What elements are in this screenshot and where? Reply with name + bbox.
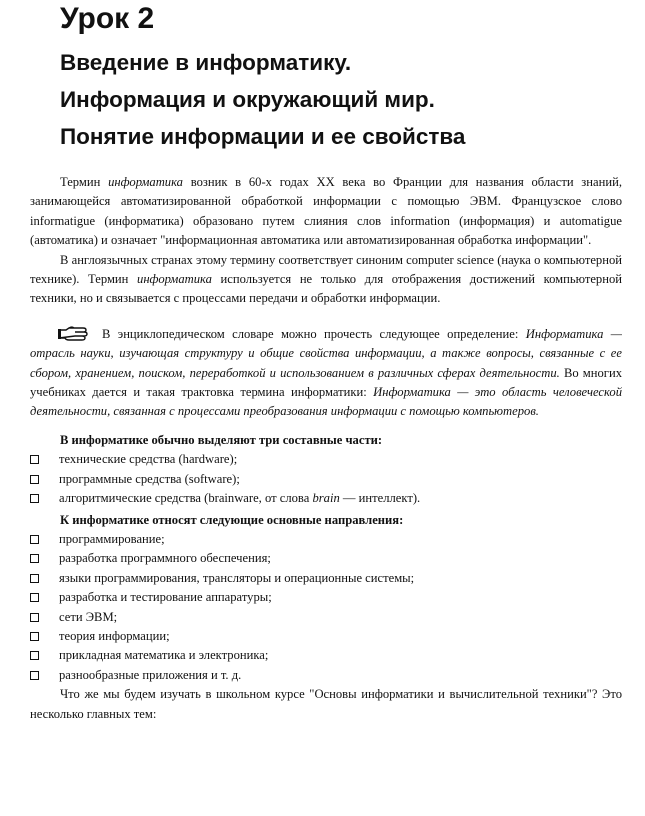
list-item	[30, 569, 622, 588]
list-item	[30, 588, 622, 607]
closing-paragraph: Что же мы будем изучать в школьном курсе "Основы информатики и вычислительной техники"? Это несколько главных тем:	[30, 687, 622, 721]
checkbox-bullet-icon	[30, 554, 39, 563]
subtitle-2: Информация и окружающий мир.	[60, 87, 435, 112]
list-item	[30, 530, 622, 549]
checkbox-bullet-icon	[30, 671, 39, 680]
pointing-hand-icon	[58, 325, 92, 341]
definition-emphasis: Информатика — это область человеческой деятельности, связанная с процессами преобразования информации с помощью компьютеров.	[30, 385, 622, 419]
lesson-body	[30, 173, 622, 724]
text-span: возник в 60-х годах XX века во Франции для названия области знаний, занимающейся автоматизированной обработкой информации с помощью ЭВМ. Французское слово informatigue (информатика) образовано путем слияния слов information (информация) и automatigue (автоматика) и означает "информационная автоматика или автоматизированная обработка информации".	[30, 175, 622, 248]
list-item-text: разработка и тестирование аппаратуры;	[59, 590, 272, 605]
checkbox-bullet-icon	[30, 613, 39, 622]
list-item-text: теория информации;	[59, 628, 170, 643]
paragraph-english-synonym	[30, 251, 622, 309]
definition-emphasis: Информатика — отрасль науки, изучающая структуру и общие свойства информации, а также вопросы, связанные с ее сбором, хранением, поиском, переработкой и использованием в различных сферах деятельности.	[30, 326, 622, 380]
subtitle-3: Понятие информации и ее свойства	[60, 124, 466, 149]
parts-heading: В информатике обычно выделяют три составные части:	[60, 432, 383, 447]
note-definition	[30, 325, 622, 422]
checkbox-bullet-icon	[30, 455, 39, 464]
list-item-text: программирование;	[59, 531, 165, 546]
text-span: В энциклопедическом словаре можно прочесть следующее определение:	[102, 326, 526, 341]
directions-heading: К информатике относят следующие основные направления:	[60, 512, 404, 527]
checkbox-bullet-icon	[30, 632, 39, 641]
checkbox-bullet-icon	[30, 593, 39, 602]
list-item-text: прикладная математика и электроника;	[59, 648, 269, 663]
checkbox-bullet-icon	[30, 535, 39, 544]
list-item	[30, 549, 622, 568]
list-item-text: алгоритмические средства (brainware, от слова	[59, 491, 313, 506]
list-item-text: разработка программного обеспечения;	[59, 551, 271, 566]
checkbox-bullet-icon	[30, 574, 39, 583]
paragraph-term-origin	[30, 173, 622, 251]
text-span: В англоязычных странах этому термину соответствует синоним computer science (наука о компьютерной технике). Термин	[30, 252, 622, 287]
list-item	[30, 608, 622, 627]
list-item-text: — интеллект).	[339, 491, 421, 506]
text-span: Во многих учебниках дается и такая трактовка термина информатики:	[30, 365, 622, 400]
checkbox-bullet-icon	[30, 494, 39, 503]
list-item-text: технические средства (hardware);	[59, 452, 238, 467]
list-item	[30, 666, 622, 685]
term-emphasis: информатика	[137, 272, 212, 287]
lesson-subtitles	[60, 44, 465, 155]
parts-list	[30, 450, 622, 508]
term-emphasis: информатика	[108, 175, 183, 189]
lesson-title: Урок 2	[60, 2, 155, 35]
directions-list	[30, 530, 622, 685]
checkbox-bullet-icon	[30, 475, 39, 484]
text-span: Термин	[60, 175, 109, 189]
list-item	[30, 450, 622, 469]
list-item-text: языки программирования, трансляторы и операционные системы;	[59, 570, 415, 585]
list-item	[30, 489, 622, 508]
checkbox-bullet-icon	[30, 651, 39, 660]
list-item	[30, 627, 622, 646]
list-item-text: программные средства (software);	[59, 471, 240, 486]
list-item	[30, 470, 622, 489]
list-item-text: сети ЭВМ;	[59, 609, 118, 624]
list-item	[30, 646, 622, 665]
list-item-text: разнообразные приложения и т. д.	[59, 667, 242, 682]
text-span: используется не только для отображения достижений компьютерной техники, но и связывается с процессами передачи и обработки информации.	[30, 272, 622, 306]
subtitle-1: Введение в информатику.	[60, 50, 352, 75]
term-emphasis: brain	[312, 491, 340, 506]
